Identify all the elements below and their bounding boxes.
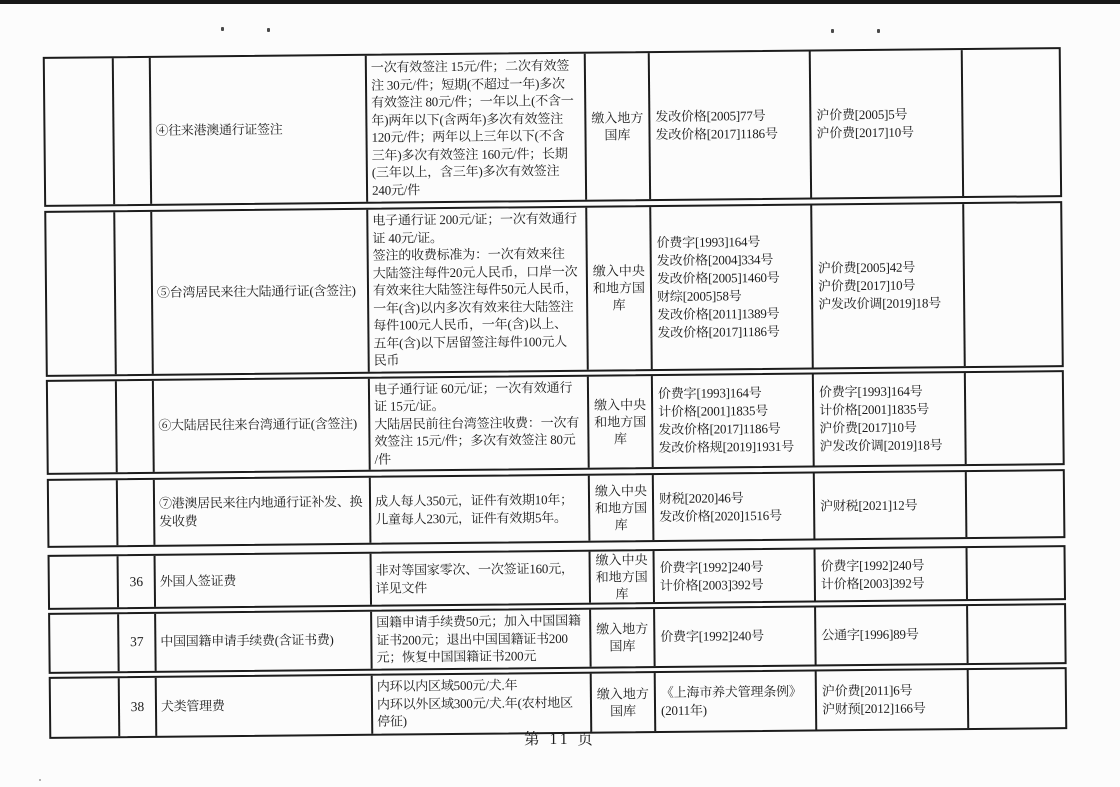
policy-basis: 价费字[1992]240号 bbox=[655, 608, 817, 666]
blank-left-cell bbox=[50, 614, 120, 671]
row-number bbox=[114, 58, 152, 204]
treasury-type: 缴入中央 和地方国 库 bbox=[590, 475, 655, 541]
table-row bbox=[46, 370, 1065, 475]
local-document: 沪价费[2005]42号 沪价费[2017]10号 沪发改价调[2019]18号 bbox=[812, 204, 966, 367]
fee-standard: 国籍申请手续费50元；加入中国国籍 证书200元；退出中国国籍证书200 元；恢复中国国籍证书200元 bbox=[372, 610, 592, 669]
treasury-type: 缴入中央 和地方国 库 bbox=[587, 207, 653, 369]
policy-basis: 价费字[1993]164号 计价格[2001]1835号 发改价格[2017]1186号 发改价格规[2019]1931号 bbox=[653, 374, 815, 467]
blank-right-cell bbox=[966, 372, 1063, 464]
policy-basis: 发改价格[2005]77号 发改价格[2017]1186号 bbox=[650, 52, 812, 200]
blank-right-cell bbox=[963, 49, 1060, 196]
blank-right-cell bbox=[967, 471, 1064, 537]
local-document: 公通字[1996]89号 bbox=[816, 606, 969, 664]
scan-artifact bbox=[877, 29, 880, 33]
row-number: 36 bbox=[119, 556, 156, 607]
table-row bbox=[43, 47, 1062, 207]
local-document: 价费字[1993]164号 计价格[2001]1835号 沪价费[2017]10号 沪发改价调[2019]18号 bbox=[814, 373, 967, 466]
row-number bbox=[117, 380, 155, 472]
local-document: 沪价费[2011]6号 沪财预[2012]166号 bbox=[817, 670, 970, 729]
page-number: 第 11 页 bbox=[524, 731, 596, 748]
table-row bbox=[48, 545, 1066, 610]
treasury-type: 缴入地方 国库 bbox=[586, 53, 651, 200]
fee-standard: 一次有效签注 15元/件；二次有效签 注 30元/件；短期(不超过一年)多次 有效签注 80元/件；一年以上(不含一 年)两年以下(含两年)多次有效签注 120元/件；两年以上三年以下(不含 三年)多次有效签注 160元/件；长期 (三年以上，含三年)多次有效签注 240元/件 bbox=[367, 54, 587, 202]
scan-artifact bbox=[831, 29, 834, 33]
treasury-type: 缴入地方 国库 bbox=[591, 609, 656, 666]
item-name: ④往来港澳通行证签注 bbox=[151, 56, 368, 204]
fee-standard: 电子通行证 200元/证；一次有效通行 证 40元/证。 签注的收费标准为：一次有效来往 大陆签注每件20元人民币，口岸一次 有效来往大陆签注每件50元人民币， 一年(含)以内多次有效来往大陆签注 每件100元人民币，一年(含)以上、 五年(含)以下居留签注每件100元人 民币 bbox=[368, 208, 589, 372]
item-name: ⑦港澳居民来往内地通行证补发、换 发收费 bbox=[155, 478, 372, 545]
blank-left-cell bbox=[49, 480, 119, 546]
blank-right-cell bbox=[968, 547, 1064, 599]
blank-right-cell bbox=[968, 605, 1065, 662]
blank-right-cell bbox=[969, 669, 1066, 728]
fee-standard: 成人每人350元，证件有效期10年； 儿童每人230元，证件有效期5年。 bbox=[371, 476, 591, 543]
blank-left-cell bbox=[48, 381, 118, 473]
scan-top-edge-artifact bbox=[0, 0, 1120, 4]
row-number: 38 bbox=[120, 677, 158, 735]
table-row bbox=[44, 201, 1064, 376]
item-name: ⑥大陆居民往来台湾通行证(含签注) bbox=[154, 378, 371, 472]
policy-basis: 价费字[1993]164号 发改价格[2004]334号 发改价格[2005]1460号 财综[2005]58号 发改价格[2011]1389号 发改价格[2017]1186号 bbox=[651, 206, 814, 369]
row-number bbox=[115, 212, 154, 374]
item-name: 中国国籍申请手续费(含证书费) bbox=[156, 612, 373, 671]
fee-standard: 内环以内区域500元/犬.年 内环以外区域300元/犬.年(农村地区 停征) bbox=[373, 673, 593, 733]
treasury-type: 缴入中央 和地方国 库 bbox=[589, 376, 654, 468]
fee-standard: 非对等国家零次、一次签证160元， 详见文件 bbox=[372, 552, 591, 605]
treasury-type: 缴入地方 国库 bbox=[592, 673, 657, 732]
row-number bbox=[118, 480, 156, 545]
item-name: ⑤台湾居民来往大陆通行证(含签注) bbox=[152, 210, 370, 374]
item-name: 犬类管理费 bbox=[157, 675, 374, 735]
local-document: 沪财税[2021]12号 bbox=[815, 472, 968, 538]
policy-basis: 《上海市养犬管理条例》 (2011年) bbox=[656, 671, 818, 731]
item-name: 外国人签证费 bbox=[156, 554, 372, 607]
scan-artifact bbox=[221, 27, 224, 31]
policy-basis: 价费字[1992]240号 计价格[2003]392号 bbox=[655, 550, 816, 603]
treasury-type: 缴入中央 和地方国 库 bbox=[591, 551, 655, 603]
blank-right-cell bbox=[964, 203, 1062, 365]
blank-left-cell bbox=[50, 556, 119, 608]
scan-artifact bbox=[267, 28, 270, 32]
local-document: 沪价费[2005]5号 沪价费[2017]10号 bbox=[811, 50, 964, 197]
table-row bbox=[47, 469, 1066, 548]
row-number: 37 bbox=[119, 614, 157, 671]
policy-basis: 财税[2020]46号 发改价格[2020]1516号 bbox=[654, 474, 816, 541]
fee-table bbox=[43, 47, 1067, 738]
scan-artifact bbox=[39, 779, 41, 781]
fee-standard: 电子通行证 60元/证；一次有效通行 证 15元/证。 大陆居民前往台湾签注收费：一次有 效签注 15元/件；多次有效签注 80元 /件 bbox=[370, 376, 590, 470]
local-document: 价费字[1992]240号 计价格[2003]392号 bbox=[816, 548, 968, 600]
blank-left-cell bbox=[46, 212, 117, 374]
blank-left-cell bbox=[45, 58, 115, 205]
table-row bbox=[48, 603, 1067, 673]
